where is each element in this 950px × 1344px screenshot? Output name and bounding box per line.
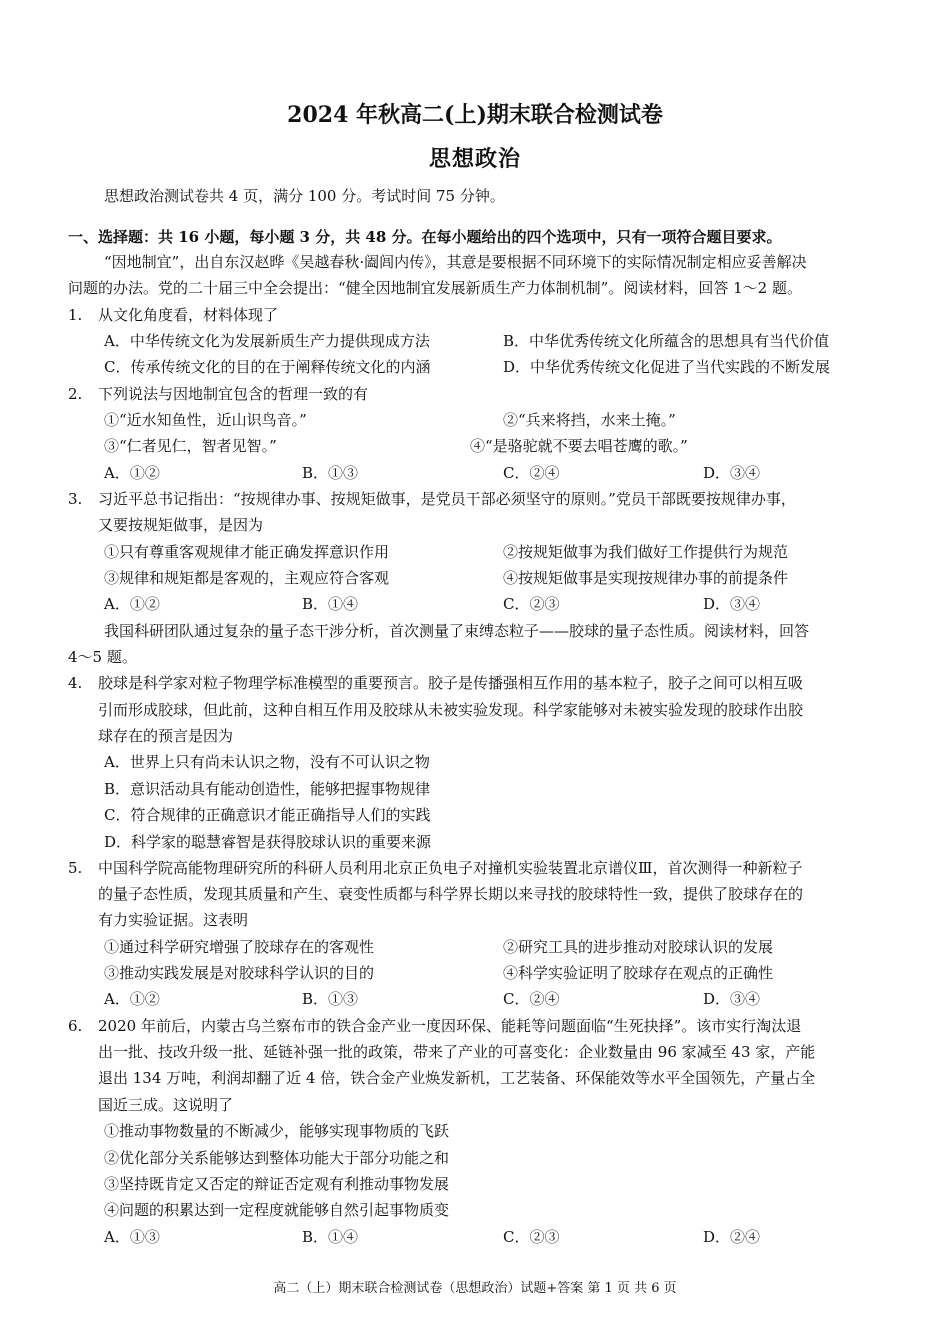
option-b: B．①④ [302, 595, 359, 613]
question-number: 1. [68, 306, 83, 324]
exam-subject: 思想政治 [428, 146, 521, 172]
question-stem [68, 858, 802, 878]
statement-1: ①推动事物数量的不断减少，能够实现事物质的飞跃 [104, 1122, 450, 1140]
question-number: 2. [68, 385, 83, 403]
material-text: 问题的办法。党的二十届三中全会提出：“健全因地制宜发展新质生产力体制机制”。阅读材料，回答 1～2 题。 [68, 279, 802, 297]
option-b: B．意识活动具有能动创造性，能够把握事物规律 [104, 780, 431, 798]
option-a: A．①③ [104, 1228, 160, 1246]
statement-4: ④科学实验证明了胶球存在观点的正确性 [503, 964, 774, 982]
statement-3: ③坚持既肯定又否定的辩证否定观有利推动事物发展 [104, 1175, 450, 1193]
question-stem [68, 384, 368, 404]
option-c: C．传承传统文化的目的在于阐释传统文化的内涵 [104, 358, 431, 376]
statement-1: ①通过科学研究增强了胶球存在的客观性 [104, 938, 375, 956]
question-text: 习近平总书记指出：“按规律办事、按规矩做事，是党员干部必须坚守的原则。”党员干部既要按规律办事， [98, 490, 796, 508]
material-text: “因地制宜”，出自东汉赵晔《吴越春秋·阖闾内传》，其意是要根据不同环境下的实际情况制定相应妥善解决 [104, 253, 807, 271]
statement-3: ③“仁者见仁，智者见智。” [104, 437, 277, 455]
option-a: A．中华传统文化为发展新质生产力提供现成方法 [104, 332, 430, 350]
question-text: 又要按规矩做事，是因为 [98, 516, 264, 534]
statement-3: ③推动实践发展是对胶球科学认识的目的 [104, 964, 375, 982]
statement-3: ③规律和规矩都是客观的，主观应符合客观 [104, 569, 390, 587]
option-b: B．①③ [302, 464, 359, 482]
option-c: C．符合规律的正确意识才能正确指导人们的实践 [104, 806, 431, 824]
question-text: 的量子态性质，发现其质量和产生、衰变性质都与科学界长期以来寻找的胶球特性一致，提供了胶球存在的 [98, 885, 804, 903]
exam-title: 2024 年秋高二(上)期末联合检测试卷 [287, 102, 663, 128]
option-a: A．①② [104, 990, 160, 1008]
question-number: 4. [68, 674, 83, 692]
question-stem [68, 1016, 801, 1036]
question-text: 中国科学院高能物理研究所的科研人员利用北京正负电子对撞机实验装置北京谱仪Ⅲ，首次测得一种新粒子 [98, 859, 803, 877]
option-c: C．②③ [503, 1228, 560, 1246]
option-a: A．①② [104, 464, 160, 482]
option-a: A．①② [104, 595, 160, 613]
question-text: 引而形成胶球，但此前，这种自相互作用及胶球从未被实验发现。科学家能够对未被实验发现的胶球作出胶 [98, 701, 804, 719]
question-text: 胶球是科学家对粒子物理学标准模型的重要预言。胶子是传播强相互作用的基本粒子，胶子之间可以相互吸 [98, 674, 804, 692]
option-d: D．科学家的聪慧睿智是获得胶球认识的重要来源 [104, 833, 432, 851]
question-stem [68, 489, 796, 509]
statement-2: ②按规矩做事为我们做好工作提供行为规范 [503, 543, 789, 561]
exam-intro: 思想政治测试卷共 4 页，满分 100 分。考试时间 75 分钟。 [104, 187, 505, 205]
option-c: C．②④ [503, 990, 560, 1008]
question-text: 退出 134 万吨，利润却翻了近 4 倍，铁合金产业焕发新机，工艺装备、环保能效等水平全国领先，产量占全 [98, 1069, 816, 1087]
option-b: B．①③ [302, 990, 359, 1008]
material-text: 我国科研团队通过复杂的量子态干涉分析，首次测量了束缚态粒子——胶球的量子态性质。阅读材料，回答 [104, 622, 810, 640]
statement-4: ④问题的积累达到一定程度就能够自然引起事物质变 [104, 1201, 450, 1219]
question-text: 下列说法与因地制宜包含的哲理一致的有 [98, 385, 369, 403]
question-number: 6. [68, 1017, 83, 1035]
option-b: B．①④ [302, 1228, 359, 1246]
material-text: 4～5 题。 [68, 648, 137, 666]
statement-2: ②“兵来将挡，水来土掩。” [503, 411, 676, 429]
question-text: 2020 年前后，内蒙古乌兰察布市的铁合金产业一度因环保、能耗等问题面临“生死抉择”。该市实行淘汰退 [98, 1017, 802, 1035]
section-heading: 一、选择题：共 16 小题，每小题 3 分，共 48 分。在每小题给出的四个选项中，只有一项符合题目要求。 [68, 228, 782, 246]
option-c: C．②④ [503, 464, 560, 482]
statement-1: ①“近水知鱼性，近山识鸟音。” [104, 411, 307, 429]
statement-2: ②优化部分关系能够达到整体功能大于部分功能之和 [104, 1149, 450, 1167]
option-d: D．中华优秀传统文化促进了当代实践的不断发展 [503, 358, 831, 376]
statement-4: ④“是骆驼就不要去唱苍鹰的歌。” [470, 437, 688, 455]
question-number: 5. [68, 859, 83, 877]
option-a: A．世界上只有尚未认识之物，没有不可认识之物 [104, 753, 430, 771]
question-text: 国近三成。这说明了 [98, 1096, 234, 1114]
option-c: C．②③ [503, 595, 560, 613]
option-d: D．②④ [703, 1228, 761, 1246]
statement-4: ④按规矩做事是实现按规律办事的前提条件 [503, 569, 789, 587]
question-text: 从文化角度看，材料体现了 [98, 306, 279, 324]
page-footer: 高二（上）期末联合检测试卷（思想政治）试题+答案 第 1 页 共 6 页 [273, 1281, 677, 1296]
statement-2: ②研究工具的进步推动对胶球认识的发展 [503, 938, 774, 956]
question-stem [68, 305, 278, 325]
question-text: 有力实验证据。这表明 [98, 911, 249, 929]
question-text: 出一批、技改升级一批、延链补强一批的政策，带来了产业的可喜变化：企业数量由 96 家减至 43 家，产能 [98, 1043, 816, 1061]
option-b: B．中华优秀传统文化所蕴含的思想具有当代价值 [503, 332, 830, 350]
question-number: 3. [68, 490, 83, 508]
statement-1: ①只有尊重客观规律才能正确发挥意识作用 [104, 543, 390, 561]
option-d: D．③④ [703, 595, 761, 613]
option-d: D．③④ [703, 990, 761, 1008]
option-d: D．③④ [703, 464, 761, 482]
question-text: 球存在的预言是因为 [98, 727, 234, 745]
question-stem [68, 673, 803, 693]
